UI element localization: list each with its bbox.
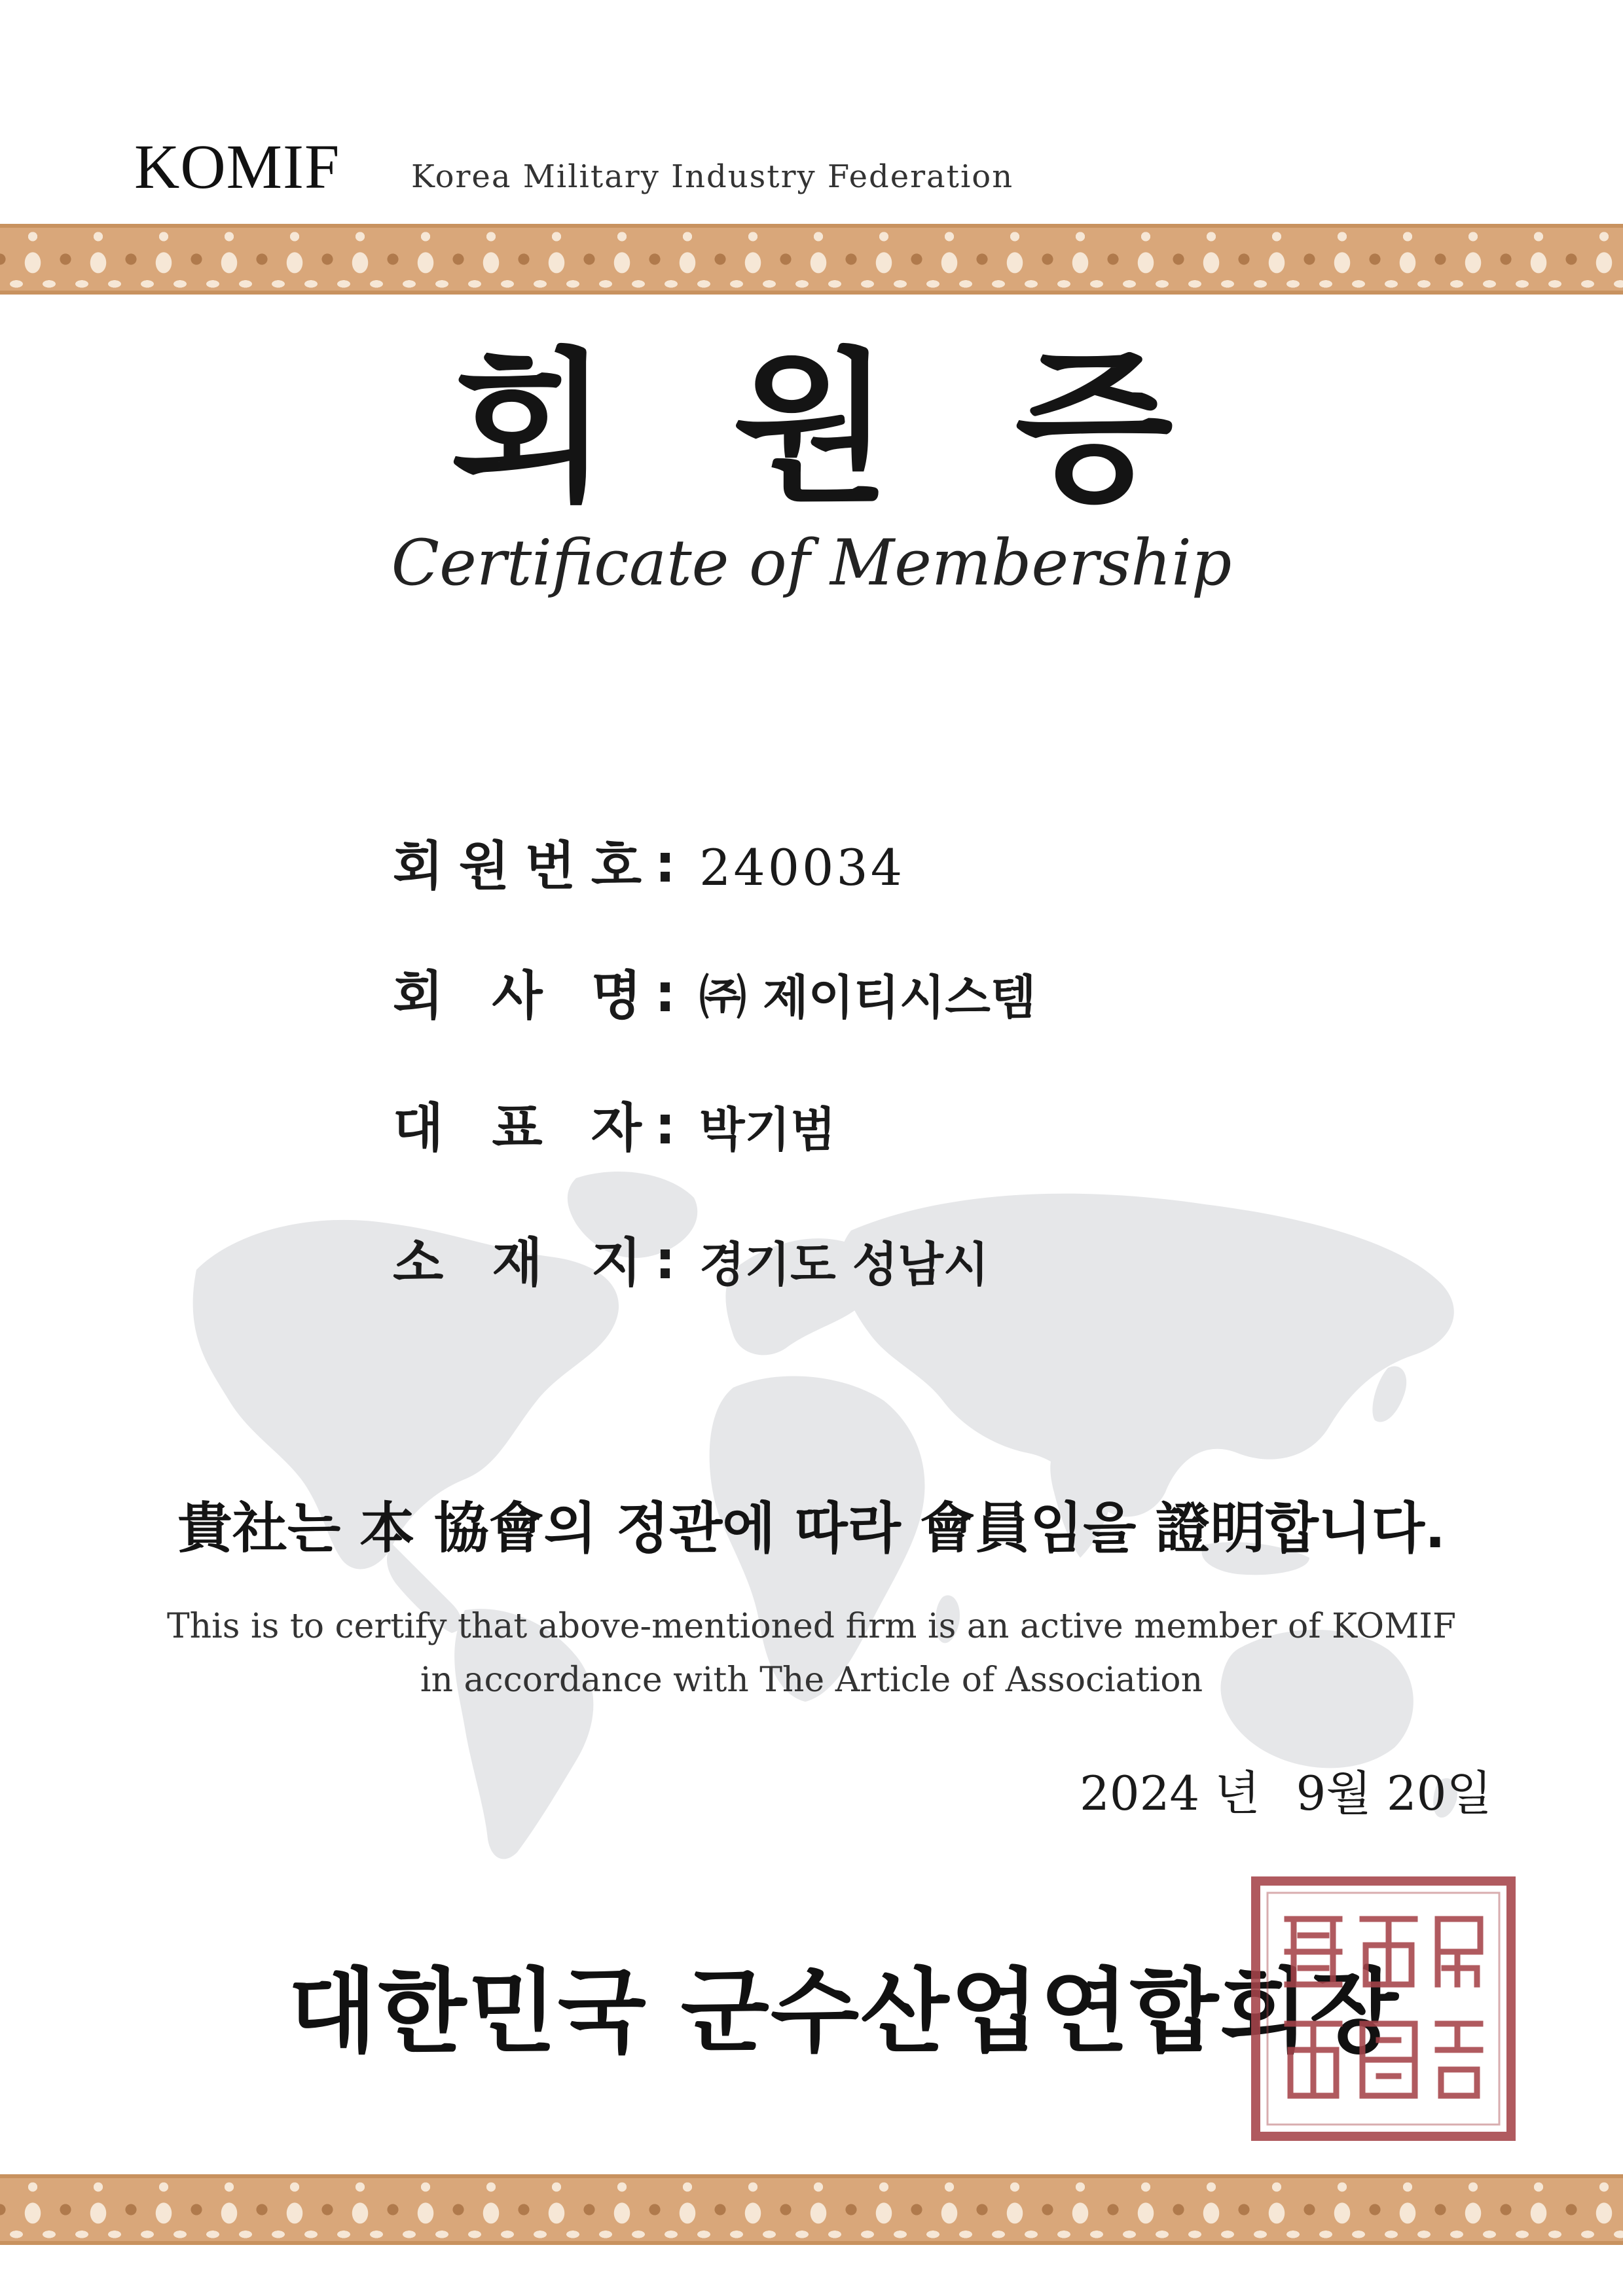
label-char: 대 — [393, 1098, 444, 1158]
title-char: 회 — [450, 333, 608, 524]
label-char: 호 — [591, 836, 642, 897]
issue-date — [1080, 1761, 1492, 1826]
field-colon: : — [655, 963, 676, 1024]
label-char: 소 — [393, 1232, 444, 1293]
representative-label — [393, 1089, 642, 1168]
certificate-title-korean — [0, 333, 1623, 524]
label-char: 재 — [492, 1232, 543, 1293]
title-char: 증 — [1015, 333, 1173, 524]
date-month: 9 — [1296, 1766, 1326, 1821]
label-char: 회 — [393, 836, 444, 897]
label-char: 명 — [591, 965, 642, 1026]
date-day: 20 — [1386, 1766, 1447, 1821]
title-char: 원 — [732, 333, 891, 524]
label-char: 자 — [591, 1098, 642, 1158]
field-colon: : — [655, 1095, 676, 1156]
member-number-label — [393, 827, 642, 906]
member-number-value: 240034 — [699, 838, 905, 897]
ornamental-border-bottom — [0, 2174, 1623, 2245]
org-full-name: Korea Military Industry Federation — [411, 158, 1014, 195]
certification-statement-english-line1: This is to certify that above-mentioned firm is an active member of KOMIF — [166, 1607, 1457, 1646]
label-char: 회 — [393, 965, 444, 1026]
address-value: 경기도 성남시 — [699, 1237, 989, 1292]
field-colon: : — [655, 833, 676, 894]
org-abbreviation: KOMIF — [134, 132, 340, 202]
date-day-unit: 일 — [1446, 1766, 1492, 1821]
field-colon: : — [655, 1230, 676, 1291]
label-char: 표 — [492, 1098, 543, 1158]
date-month-unit: 월 — [1326, 1766, 1372, 1821]
date-year-unit: 년 — [1214, 1766, 1260, 1821]
certification-statement-korean: 貴社는 本 協會의 정관에 따라 會員임을 證明합니다. — [177, 1496, 1446, 1560]
company-name-value: ㈜ 제이티시스템 — [699, 970, 1036, 1025]
label-char: 원 — [458, 836, 510, 897]
issuer-title: 대한민국 군수산업연합회장 — [288, 1959, 1400, 2066]
date-year: 2024 — [1079, 1766, 1200, 1821]
label-char: 번 — [524, 836, 576, 897]
company-name-label — [393, 957, 642, 1035]
label-char: 지 — [591, 1232, 642, 1293]
official-seal-icon — [1248, 1873, 1519, 2144]
label-char: 사 — [492, 965, 543, 1026]
certificate-title-english: Certificate of Membership — [391, 526, 1232, 600]
address-label — [393, 1224, 642, 1302]
representative-value: 박기범 — [699, 1102, 836, 1157]
certification-statement-english-line2: in accordance with The Article of Association — [420, 1660, 1203, 1700]
ornamental-border-top — [0, 224, 1623, 295]
